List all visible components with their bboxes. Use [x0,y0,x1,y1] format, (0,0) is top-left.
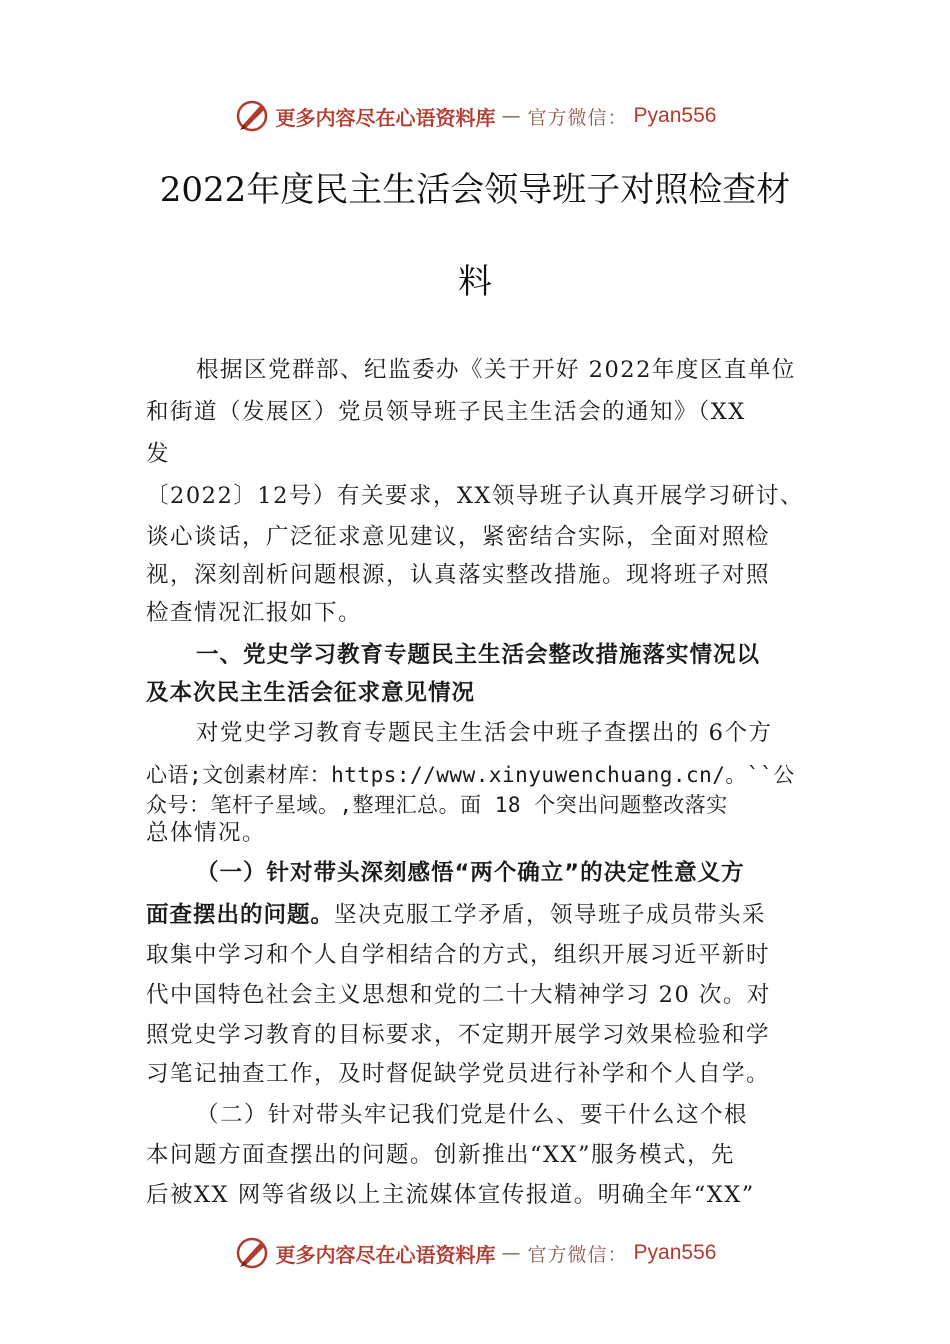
body-line: 后被XX 网等省级以上主流媒体宣传报道。明确全年“XX” [146,1182,755,1208]
body-line: （二）针对带头牢记我们党是什么、要干什么这个根 [196,1102,749,1128]
subheading-line-1: （一）针对带头深刻感悟“两个确立”的决定性意义方 [196,860,745,886]
banner-wechat-id: Pyan556 [633,104,717,127]
watermark-line: 众号：笔杆子星域。,整理汇总。面 18 个突出问题整改落实 [146,793,728,817]
document-title-line-1: 2022年度民主生活会领导班子对照检查材 [159,170,791,210]
pen-circle-logo-icon [234,98,270,134]
subheading-line-2-wrapper [146,900,766,930]
banner-left-text: 更多内容尽在心语资料库 [275,1242,496,1267]
banner-left-text: 更多内容尽在心语资料库 [275,105,496,130]
section-heading-line-2: 及本次民主生活会征求意见情况 [146,680,476,706]
body-line: 根据区党群部、纪监委办《关于开好 2022年度区直单位 [196,357,796,383]
banner-middle-text: 官方微信： [527,1243,628,1266]
banner-dash: — [501,105,522,127]
header-banner [0,96,950,136]
body-line: 代中国特色社会主义思想和党的二十大精神学习 20 次。对 [146,982,771,1008]
watermark-line: 心语;文创素材库：https://www.xinyuwenchuang.cn/。``公 [146,763,795,787]
banner-middle-text: 官方微信： [527,106,628,129]
body-line: 照党史学习教育的目标要求，不定期开展学习效果检验和学 [146,1022,771,1048]
footer-banner [0,1233,950,1273]
body-line: 〔2022〕12号）有关要求，XX领导班子认真开展学习研讨、 [146,483,804,509]
body-line: 检查情况汇报如下。 [146,600,363,626]
subheading-line-2: 面查摆出的问题。 [146,902,335,928]
body-line: 和街道（发展区）党员领导班子民主生活会的通知》（XX [146,399,746,425]
body-line: 视，深刻剖析问题根源，认真落实整改措施。现将班子对照 [146,562,771,588]
body-line-inline: 坚决克服工学矛盾，领导班子成员带头采 [334,902,767,928]
pen-circle-logo-icon [234,1235,270,1271]
body-line: 习笔记抽查工作，及时督促缺学党员进行补学和个人自学。 [146,1061,771,1087]
banner-dash: — [501,1242,522,1264]
banner-wechat-id: Pyan556 [633,1241,717,1264]
section-heading-line-1: 一、党史学习教育专题民主生活会整改措施落实情况以 [196,642,761,668]
document-title-line-2: 料 [458,262,492,302]
body-line: 总体情况。 [146,820,267,846]
body-line: 发 [146,441,171,467]
body-line: 谈心谈话，广泛征求意见建议，紧密结合实际，全面对照检 [146,524,771,550]
body-line: 本问题方面查摆出的问题。创新推出“XX”服务模式，先 [146,1142,736,1168]
body-line: 对党史学习教育专题民主生活会中班子查摆出的 6个方 [196,720,773,746]
body-line: 取集中学习和个人自学相结合的方式，组织开展习近平新时 [146,942,771,968]
